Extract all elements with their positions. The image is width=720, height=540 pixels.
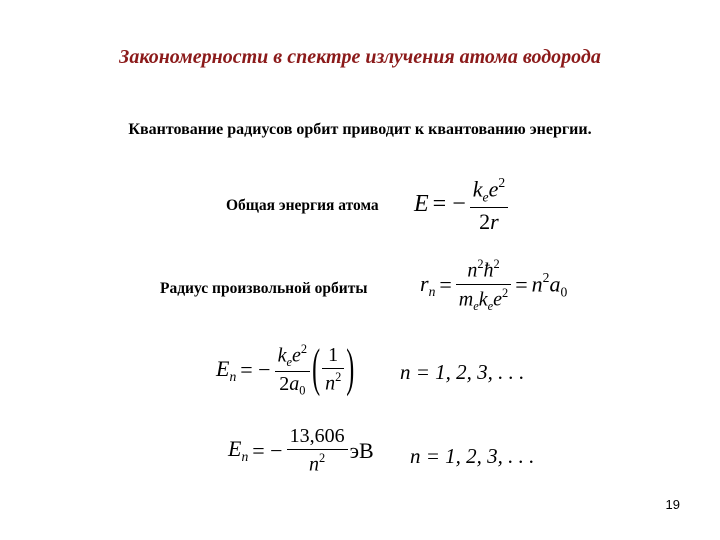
page-number: 19 [665,497,680,512]
energy-label: Общая энергия атома [226,197,379,214]
radius-label: Радиус произвольной орбиты [160,280,368,297]
radius-formula: $r_n$ = $\frac{n^2ħ^2}{m_ek_ee^2}$ = $n^2a_0$ [420,257,568,313]
slide-title: Закономерности в спектре излучения атома водорода [119,46,601,68]
energy-levels-formula: $E_n$ = − $\frac{k_ee^2}{2a_0}$ ( $\frac{1}{n^2}$ ) [216,340,355,398]
slide-subtitle: Квантование радиусов орбит приводит к квантованию энергии. [128,121,592,138]
energy-constant: 13,606 [289,425,345,447]
energy-numeric-formula: $E_n$ = − $\frac{13,606}{n^2}$ эВ [228,425,374,476]
n-values-2: n = 1, 2, 3, . . . [410,444,535,468]
energy-formula: E = − $\frac{k_ee^2}{2r}$ [414,176,508,233]
unit-ev: эВ [349,437,374,463]
n-values-1: n = 1, 2, 3, . . . [400,360,525,384]
